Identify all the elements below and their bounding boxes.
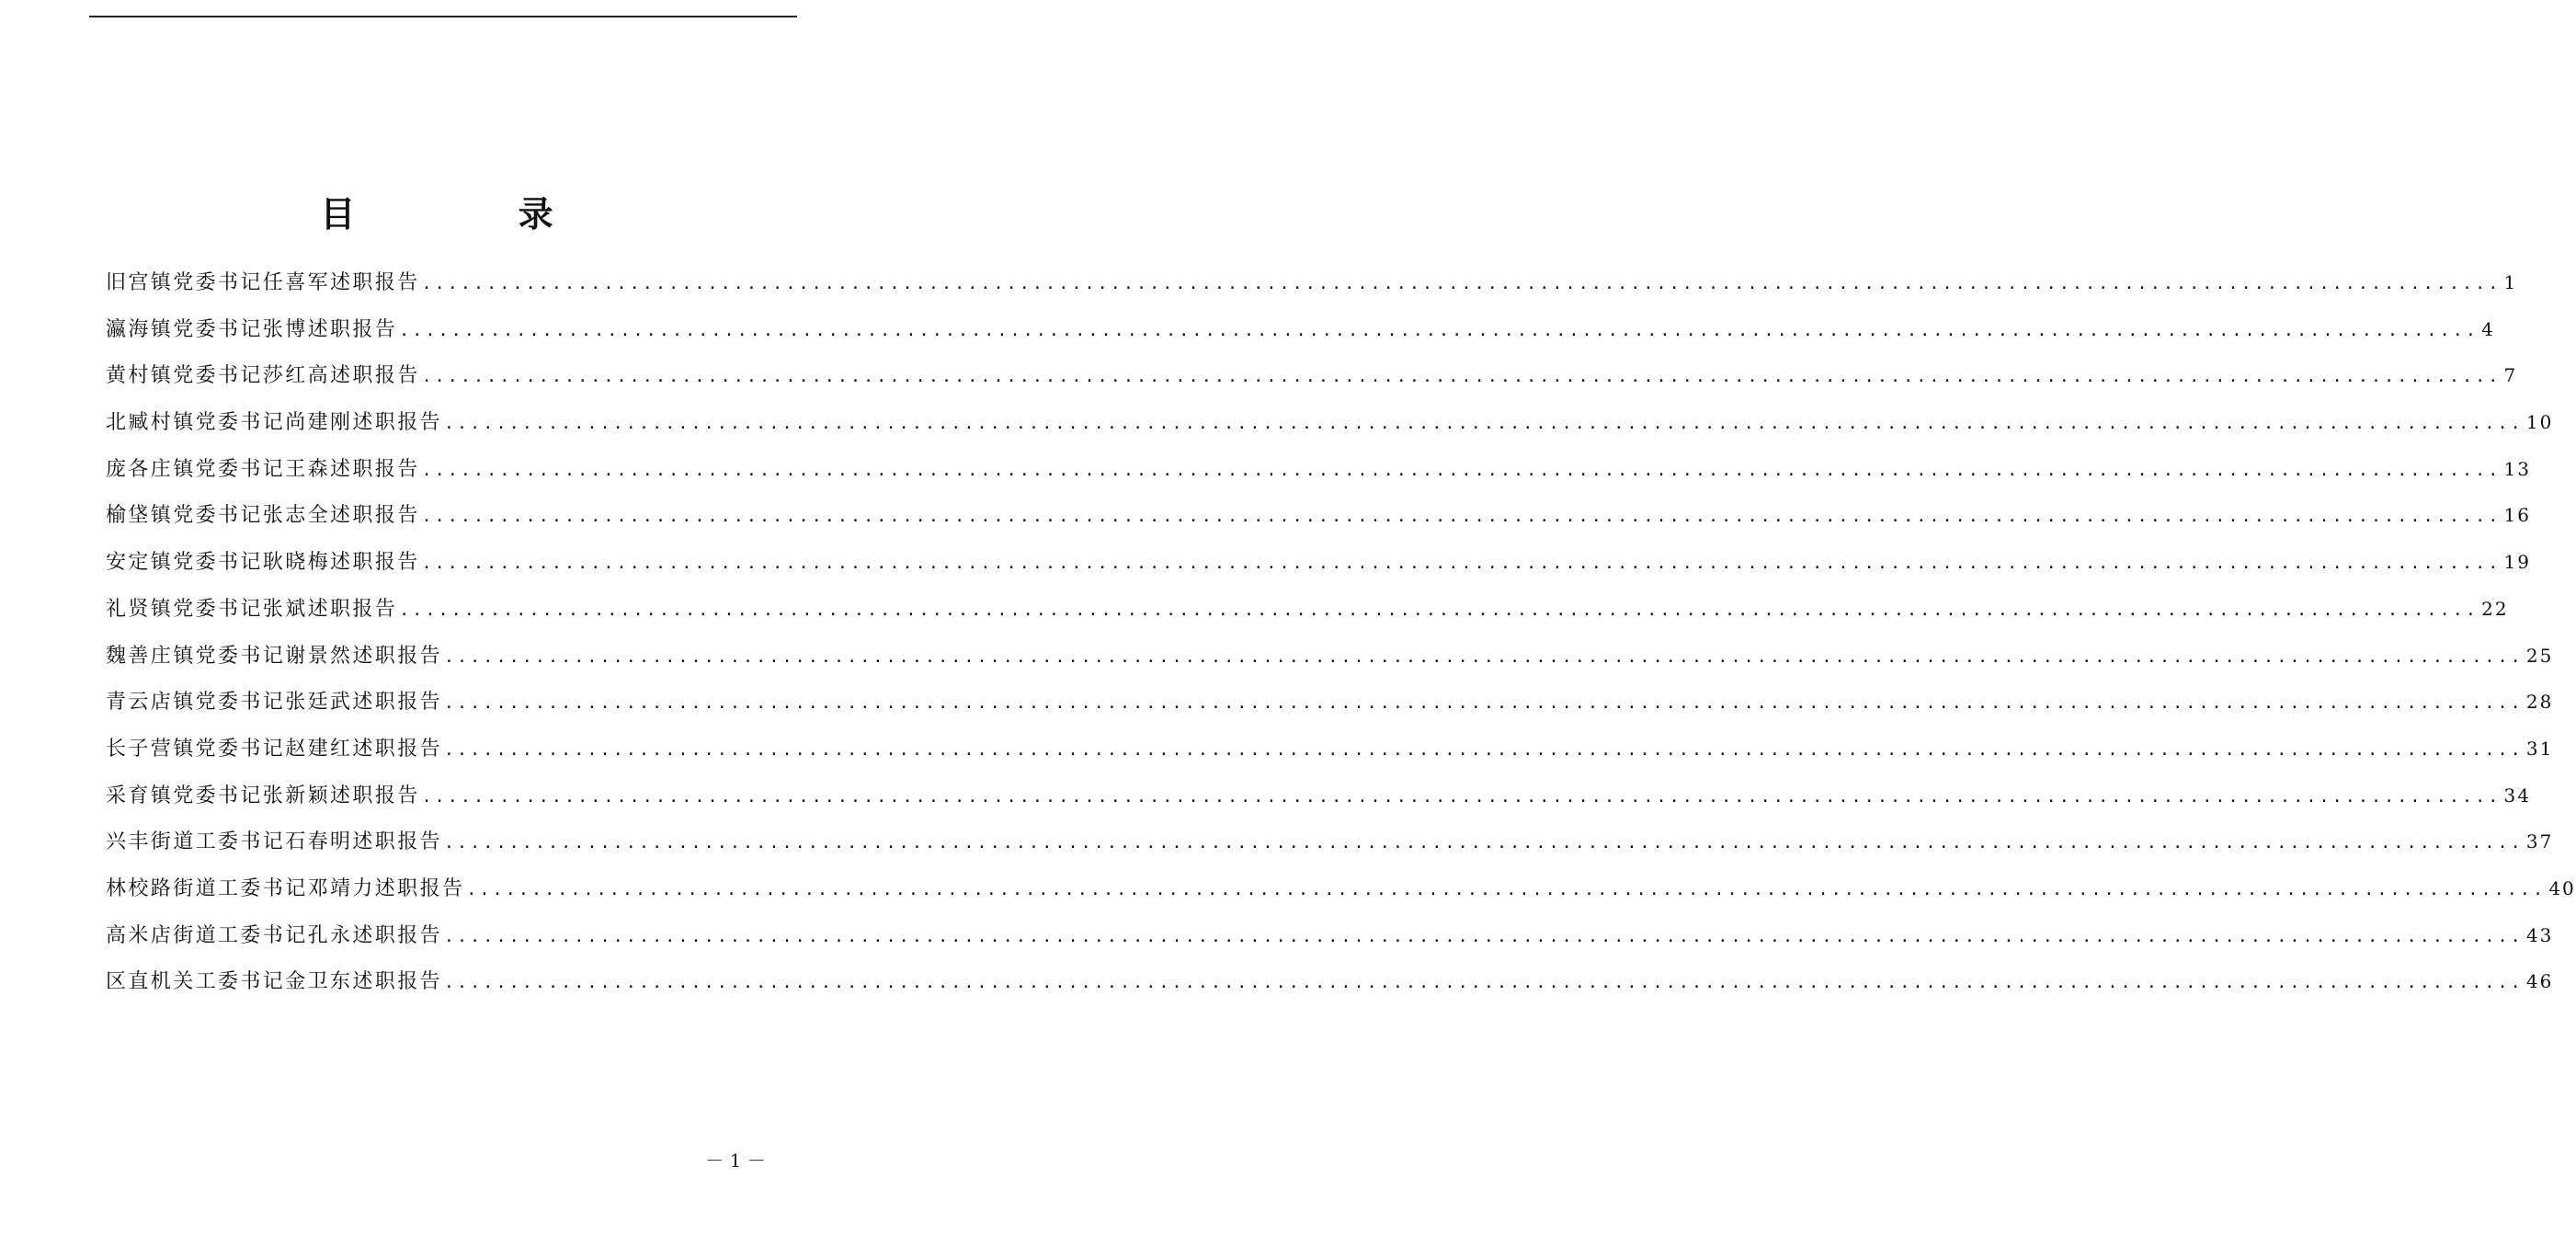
toc-entry[interactable] <box>106 679 2554 726</box>
toc-entry[interactable] <box>106 958 2554 1005</box>
toc-dot-leader: ................................................................................................................................................................ <box>421 554 2502 574</box>
toc-entry[interactable] <box>106 259 2518 306</box>
toc-entry[interactable] <box>106 772 2531 819</box>
toc-entry-page: 25 <box>2525 644 2554 667</box>
toc-dot-leader: ................................................................................................................................................................ <box>421 786 2502 807</box>
toc-entry[interactable] <box>106 446 2531 493</box>
toc-entry[interactable] <box>106 726 2554 772</box>
toc-dot-leader: ................................................................................................................................................................ <box>399 600 2479 620</box>
toc-entry[interactable] <box>106 492 2531 539</box>
toc-entry-title: 青云店镇党委书记张廷武述职报告 <box>106 691 443 715</box>
toc-dot-leader: ................................................................................................................................................................ <box>421 507 2502 527</box>
toc-entry-title: 北臧村镇党委书记尚建刚述职报告 <box>106 411 443 435</box>
toc-dot-leader: ................................................................................................................................................................ <box>444 693 2524 714</box>
toc-entry[interactable] <box>106 539 2531 586</box>
header-rule <box>89 16 797 17</box>
toc-entry-title: 魏善庄镇党委书记谢景然述职报告 <box>106 644 443 668</box>
toc-dot-leader: ................................................................................................................................................................ <box>399 320 2479 340</box>
page-title: 目 录 <box>320 194 629 235</box>
toc-entry-title: 高米店街道工委书记孔永述职报告 <box>106 923 443 947</box>
toc-entry[interactable] <box>106 399 2554 446</box>
page-number: － 1 － <box>705 1150 766 1172</box>
toc-entry-page: 10 <box>2525 411 2554 434</box>
toc-dot-leader: ................................................................................................................................................................ <box>466 879 2547 899</box>
toc-entry[interactable] <box>106 633 2554 680</box>
toc-dot-leader: ................................................................................................................................................................ <box>421 274 2502 293</box>
table-of-contents <box>106 259 2576 1005</box>
toc-dot-leader: ................................................................................................................................................................ <box>421 460 2502 480</box>
toc-entry-title: 榆垡镇党委书记张志全述职报告 <box>106 504 420 528</box>
toc-dot-leader: ................................................................................................................................................................ <box>444 414 2524 434</box>
toc-entry[interactable] <box>106 586 2509 633</box>
toc-entry-title: 旧宫镇党委书记任喜军述职报告 <box>106 271 420 294</box>
toc-entry-page: 7 <box>2503 364 2518 387</box>
toc-entry[interactable] <box>106 865 2576 912</box>
toc-entry-title: 长子营镇党委书记赵建红述职报告 <box>106 737 443 761</box>
toc-entry[interactable] <box>106 818 2554 865</box>
toc-entry-page: 28 <box>2525 691 2554 714</box>
toc-entry-page: 43 <box>2525 923 2554 946</box>
toc-entry-title: 林校路街道工委书记邓靖力述职报告 <box>106 876 465 900</box>
toc-entry-title: 区直机关工委书记金卫东述职报告 <box>106 970 443 994</box>
toc-entry-page: 22 <box>2481 597 2509 620</box>
toc-entry-page: 34 <box>2503 784 2531 807</box>
toc-dot-leader: ................................................................................................................................................................ <box>444 833 2524 853</box>
toc-entry-page: 1 <box>2503 271 2518 293</box>
toc-entry-title: 采育镇党委书记张新颖述职报告 <box>106 784 420 807</box>
toc-entry-page: 37 <box>2525 830 2554 853</box>
toc-entry-title: 庞各庄镇党委书记王森述职报告 <box>106 457 420 481</box>
toc-entry[interactable] <box>106 912 2554 959</box>
toc-dot-leader: ................................................................................................................................................................ <box>444 739 2524 760</box>
toc-entry-title: 瀛海镇党委书记张博述职报告 <box>106 317 398 341</box>
toc-entry-title: 安定镇党委书记耿晓梅述职报告 <box>106 551 420 575</box>
toc-entry-title: 兴丰街道工委书记石春明述职报告 <box>106 830 443 854</box>
toc-entry-page: 13 <box>2503 457 2531 480</box>
toc-entry-page: 4 <box>2481 317 2495 340</box>
toc-entry[interactable] <box>106 352 2518 399</box>
toc-entry-title: 礼贤镇党委书记张斌述职报告 <box>106 597 398 621</box>
toc-entry-page: 19 <box>2503 551 2531 574</box>
toc-entry-page: 31 <box>2525 737 2554 760</box>
toc-dot-leader: ................................................................................................................................................................ <box>444 647 2524 667</box>
toc-dot-leader: ................................................................................................................................................................ <box>444 926 2524 946</box>
toc-dot-leader: ................................................................................................................................................................ <box>444 973 2524 993</box>
toc-entry-title: 黄村镇党委书记莎红高述职报告 <box>106 364 420 388</box>
toc-entry[interactable] <box>106 306 2495 353</box>
toc-dot-leader: ................................................................................................................................................................ <box>421 367 2502 387</box>
toc-entry-page: 16 <box>2503 504 2531 527</box>
toc-entry-page: 46 <box>2525 970 2554 993</box>
toc-entry-page: 40 <box>2548 876 2576 899</box>
